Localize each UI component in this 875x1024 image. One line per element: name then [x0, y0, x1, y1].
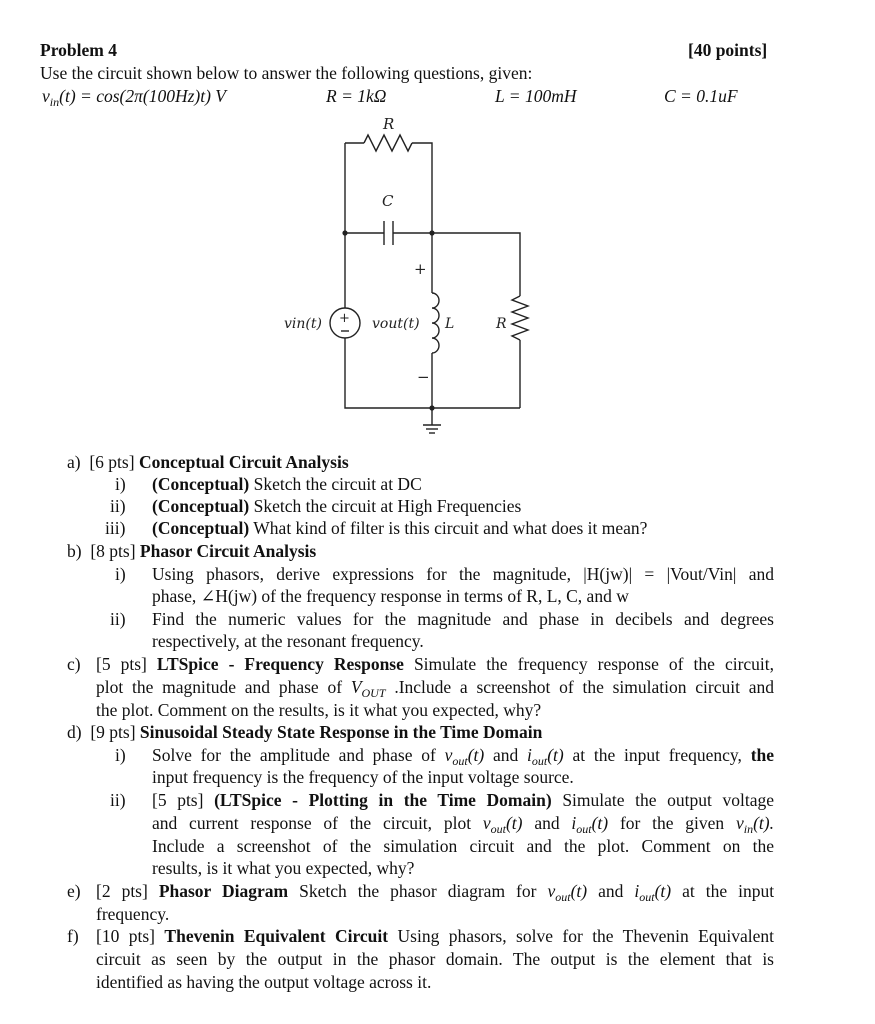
label-c: C [382, 192, 394, 210]
node-dot-right [429, 230, 434, 235]
question-d-ii-line3: Include a screenshot of the simulation circuit and the plot. Comment on the [152, 836, 774, 856]
label-r-top: R [383, 115, 395, 133]
problem-title: Problem 4 [40, 40, 117, 60]
question-f-marker: f) [67, 926, 79, 946]
question-a-iii-marker: iii) [105, 518, 126, 538]
label-vin: vin(t) [284, 316, 322, 332]
label-vout-minus: − [417, 368, 430, 386]
wire-left-bottom [345, 338, 520, 408]
question-a-i-marker: i) [115, 474, 126, 494]
question-b-i-line2: phase, ∠H(jw) of the frequency response in terms of R, L, C, and w [152, 586, 629, 606]
question-d-ii-line4: results, is it what you expected, why? [152, 858, 415, 878]
label-r-right: R [496, 316, 507, 332]
question-d: d) [9 pts] Sinusoidal Steady State Response in the Time Domain [67, 722, 543, 742]
question-e-line1: [2 pts] Phasor Diagram Sketch the phasor diagram for $v_{out}(t)$ and $i_{out}(t)$ at the input [96, 881, 775, 904]
question-d-i-line2: input frequency is the frequency of the input voltage source. [152, 767, 574, 787]
question-f-line3: identified as having the output voltage across it. [96, 972, 432, 992]
question-b-ii-line1: Find the numeric values for the magnitude and phase in decibels and degrees [152, 609, 774, 629]
question-a-ii-marker: ii) [110, 496, 126, 516]
question-a-ii: (Conceptual) Sketch the circuit at High Frequencies [152, 496, 522, 516]
question-c-line1: [5 pts] LTSpice - Frequency Response Simulate the frequency response of the circuit, [96, 654, 775, 674]
source-plus-sign: + [339, 311, 350, 326]
question-a-iii: (Conceptual) What kind of filter is this circuit and what does it mean? [152, 518, 648, 538]
intro-text: Use the circuit shown below to answer the following questions, given: [40, 63, 533, 83]
label-vout: vout(t) [372, 316, 420, 332]
question-d-ii-line1: [5 pts] (LTSpice - Plotting in the Time Domain) Simulate the output voltage [152, 790, 775, 810]
wire-top-right [412, 143, 432, 233]
question-c-line3: the plot. Comment on the results, is it what you expected, why? [96, 700, 542, 720]
given-c: C = 0.1uF [664, 86, 738, 106]
question-b-i-marker: i) [115, 564, 126, 584]
question-b-ii-marker: ii) [110, 609, 126, 629]
resistor-right [512, 296, 528, 340]
question-d-ii-marker: ii) [110, 790, 126, 810]
question-a: a) [6 pts] Conceptual Circuit Analysis [67, 452, 349, 472]
question-d-ii-line2: and current response of the circuit, plot $v_{out}(t)$ and $i_{out}(t)$ for the given $v_{in}(t)$. [152, 813, 775, 836]
question-b-ii-line2: respectively, at the resonant frequency. [152, 631, 424, 651]
node-dot-left [342, 230, 347, 235]
given-vin: $v_{in}(t) = \cos(2\pi(100Hz)t)$ V [42, 86, 226, 109]
inductor [432, 293, 439, 353]
label-l: L [445, 316, 455, 332]
question-c-line2: plot the magnitude and phase of $V_{OUT}$ .Include a screenshot of the simulation circuit and [96, 677, 775, 700]
voltage-source [330, 308, 360, 338]
question-b: b) [8 pts] Phasor Circuit Analysis [67, 541, 317, 561]
question-f-line1: [10 pts] Thevenin Equivalent Circuit Using phasors, solve for the Thevenin Equivalent [96, 926, 774, 946]
given-r: R = 1kΩ [326, 86, 387, 106]
question-c-marker: c) [67, 654, 81, 674]
problem-points: [40 points] [688, 40, 768, 60]
node-dot-bottom [429, 405, 434, 410]
resistor-top [364, 135, 412, 151]
question-b-i-line1: Using phasors, derive expressions for the magnitude, |H(jw)| = |Vout/Vin| and [152, 564, 774, 584]
question-a-i: (Conceptual) Sketch the circuit at DC [152, 474, 422, 494]
given-l: L = 100mH [495, 86, 577, 106]
label-vout-plus: + [414, 260, 427, 278]
question-e-line2: frequency. [96, 904, 170, 924]
question-f-line2: circuit as seen by the output in the phasor domain. The output is the element that is [96, 949, 774, 969]
question-d-i-line1: Solve for the amplitude and phase of $v_{out}(t)$ and $i_{out}(t)$ at the input frequency, the [152, 745, 775, 768]
question-d-i-marker: i) [115, 745, 126, 765]
wire-right-top [432, 233, 520, 296]
question-e-marker: e) [67, 881, 81, 901]
